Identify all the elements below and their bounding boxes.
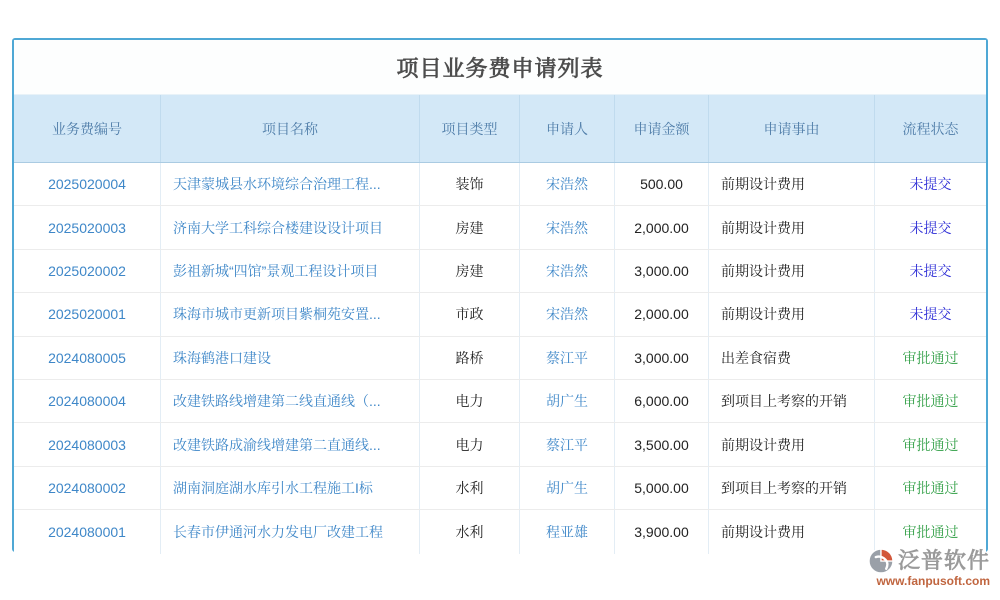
status-link[interactable]: 未提交 [909, 219, 952, 236]
status-link[interactable]: 未提交 [909, 176, 952, 193]
fee-id-link[interactable]: 2025020003 [14, 206, 161, 248]
page-title: 项目业务费申请列表 [396, 55, 604, 81]
reason-text: 到项目上考察的开销 [709, 380, 875, 422]
table-row [14, 510, 986, 553]
project-name-link[interactable]: 珠海市城市更新项目紫桐苑安置... [161, 293, 420, 335]
reason-text: 到项目上考察的开销 [709, 467, 875, 509]
col-header-type: 项目类型 [420, 95, 520, 162]
reason-text: 前期设计费用 [709, 206, 875, 248]
fee-id-link[interactable]: 2024080003 [14, 423, 161, 465]
vendor-logo [840, 548, 990, 588]
amount-value: 2,000.00 [615, 206, 709, 248]
amount-value: 5,000.00 [615, 467, 709, 509]
reason-text: 出差食宿费 [709, 337, 875, 379]
col-header-status: 流程状态 [902, 120, 959, 137]
amount-value: 3,000.00 [615, 337, 709, 379]
project-type: 电力 [420, 423, 520, 465]
table-row [14, 380, 986, 423]
status-link[interactable]: 未提交 [909, 306, 952, 323]
col-header-project: 项目名称 [161, 95, 420, 162]
reason-text: 前期设计费用 [709, 423, 875, 465]
amount-value: 3,000.00 [615, 250, 709, 292]
applicant-link[interactable]: 宋浩然 [520, 206, 615, 248]
project-type: 装饰 [420, 163, 520, 205]
applicant-link[interactable]: 胡广生 [520, 380, 615, 422]
table-header-row [14, 95, 986, 163]
brand-website-link[interactable]: www.fanpusoft.com [876, 574, 990, 588]
project-type: 水利 [420, 510, 520, 553]
panel-header [14, 40, 986, 95]
applicant-link[interactable]: 宋浩然 [520, 163, 615, 205]
table-row [14, 293, 986, 336]
applicant-link[interactable]: 宋浩然 [520, 293, 615, 335]
table-row [14, 206, 986, 249]
fee-id-link[interactable]: 2025020004 [14, 163, 161, 205]
applicant-link[interactable]: 蔡江平 [520, 423, 615, 465]
table-body [14, 163, 986, 554]
table-row [14, 163, 986, 206]
col-header-applicant: 申请人 [520, 95, 615, 162]
table-row [14, 467, 986, 510]
col-header-reason: 申请事由 [709, 95, 875, 162]
project-name-link[interactable]: 改建铁路成渝线增建第二直通线... [161, 423, 420, 465]
col-header-amount: 申请金额 [615, 95, 709, 162]
reason-text: 前期设计费用 [709, 293, 875, 335]
brand-name: 泛普软件 [897, 547, 990, 573]
table-row [14, 423, 986, 466]
project-name-link[interactable]: 湖南洞庭湖水库引水工程施工I标 [161, 467, 420, 509]
reason-text: 前期设计费用 [709, 163, 875, 205]
table-row [14, 337, 986, 380]
amount-value: 500.00 [615, 163, 709, 205]
project-name-link[interactable]: 济南大学工科综合楼建设设计项目 [161, 206, 420, 248]
fee-id-link[interactable]: 2024080002 [14, 467, 161, 509]
project-type: 电力 [420, 380, 520, 422]
fanpu-logo-icon [868, 548, 894, 574]
project-type: 路桥 [420, 337, 520, 379]
amount-value: 3,900.00 [615, 510, 709, 553]
business-fee-list-panel [12, 38, 988, 552]
fee-id-link[interactable]: 2024080005 [14, 337, 161, 379]
project-type: 市政 [420, 293, 520, 335]
status-link[interactable]: 审批通过 [902, 436, 959, 453]
applicant-link[interactable]: 程亚雄 [520, 510, 615, 553]
fee-id-link[interactable]: 2024080004 [14, 380, 161, 422]
project-name-link[interactable]: 长春市伊通河水力发电厂改建工程 [161, 510, 420, 553]
amount-value: 3,500.00 [615, 423, 709, 465]
project-name-link[interactable]: 改建铁路线增建第二线直通线（... [161, 380, 420, 422]
project-type: 房建 [420, 250, 520, 292]
project-type: 房建 [420, 206, 520, 248]
project-name-link[interactable]: 珠海鹤港口建设 [161, 337, 420, 379]
amount-value: 2,000.00 [615, 293, 709, 335]
fee-id-link[interactable]: 2025020001 [14, 293, 161, 335]
status-link[interactable]: 未提交 [909, 262, 952, 279]
project-type: 水利 [420, 467, 520, 509]
fee-id-link[interactable]: 2024080001 [14, 510, 161, 553]
fee-id-link[interactable]: 2025020002 [14, 250, 161, 292]
applicant-link[interactable]: 宋浩然 [520, 250, 615, 292]
status-link[interactable]: 审批通过 [902, 349, 959, 366]
table-row [14, 250, 986, 293]
reason-text: 前期设计费用 [709, 250, 875, 292]
amount-value: 6,000.00 [615, 380, 709, 422]
status-link[interactable]: 审批通过 [902, 523, 959, 540]
status-link[interactable]: 审批通过 [902, 479, 959, 496]
reason-text: 前期设计费用 [709, 510, 875, 553]
project-name-link[interactable]: 天津蒙城县水环境综合治理工程... [161, 163, 420, 205]
applicant-link[interactable]: 胡广生 [520, 467, 615, 509]
col-header-fee-id: 业务费编号 [14, 95, 161, 162]
status-link[interactable]: 审批通过 [902, 393, 959, 410]
project-name-link[interactable]: 彭祖新城“四馆”景观工程设计项目 [161, 250, 420, 292]
applicant-link[interactable]: 蔡江平 [520, 337, 615, 379]
